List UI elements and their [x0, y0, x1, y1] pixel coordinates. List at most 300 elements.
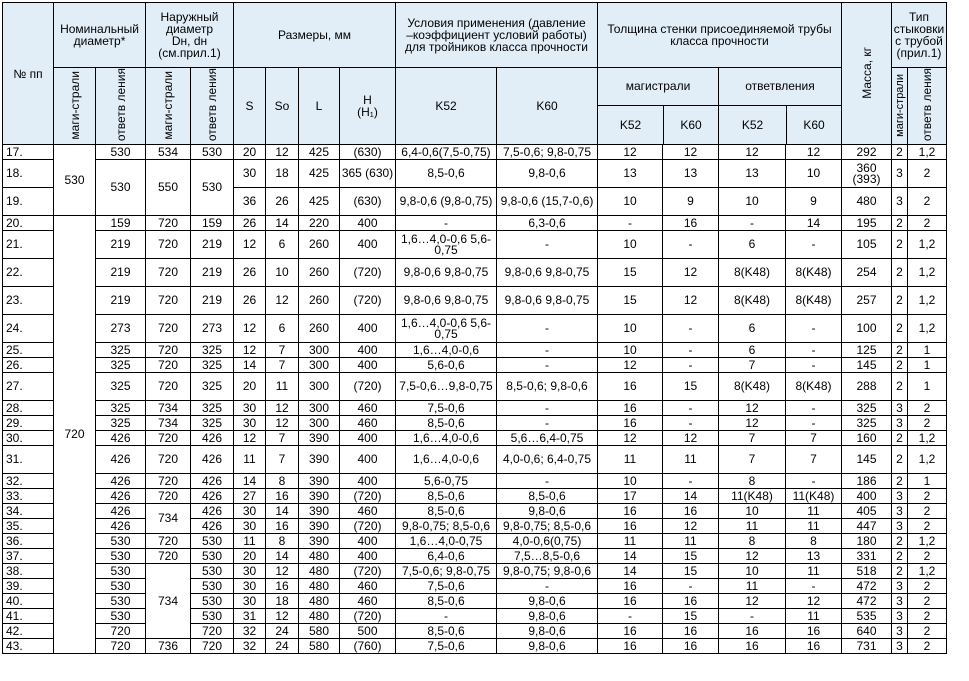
- table-cell: 720: [146, 489, 191, 504]
- table-cell: 16: [719, 639, 786, 654]
- table-cell: -: [786, 358, 842, 373]
- table-cell: -: [786, 231, 842, 259]
- table-cell: 30: [234, 401, 266, 416]
- table-row: [3, 534, 947, 549]
- header-cond-k60: K60: [497, 68, 598, 145]
- table-cell: 13: [719, 160, 786, 188]
- table-cell: 24.: [3, 315, 54, 343]
- table-cell: 426: [96, 519, 146, 534]
- table-cell: 4,0-0,6(0,75): [497, 534, 598, 549]
- table-cell: 11(K48): [719, 489, 786, 504]
- header-wall-thickness: Толщина стенки присоединяемой трубы класса прочности: [598, 3, 842, 68]
- table-cell: 36: [234, 188, 266, 216]
- table-cell: 325: [191, 401, 234, 416]
- table-cell: 14: [266, 504, 299, 519]
- table-cell: 1,2: [908, 564, 947, 579]
- table-cell: 720: [146, 216, 191, 231]
- table-cell: 400: [842, 489, 892, 504]
- table-cell: 8(K48): [786, 287, 842, 315]
- table-cell: -: [786, 401, 842, 416]
- table-cell: 12: [719, 549, 786, 564]
- table-cell: 159: [96, 216, 146, 231]
- table-cell: 7: [266, 431, 299, 446]
- table-cell: 720: [191, 639, 234, 654]
- table-cell: 13: [663, 160, 719, 188]
- table-cell: 6,4-0,6: [396, 549, 497, 564]
- table-cell: 260: [299, 287, 340, 315]
- table-cell: 400: [340, 534, 396, 549]
- table-cell: 186: [842, 474, 892, 489]
- table-cell: 8: [266, 474, 299, 489]
- table-cell: 460: [340, 416, 396, 431]
- header-nominal-main: маги-страли: [54, 68, 96, 145]
- table-cell: 480: [299, 609, 340, 624]
- table-cell: 5,6-0,75: [396, 474, 497, 489]
- table-cell: 400: [340, 216, 396, 231]
- table-cell: 400: [340, 431, 396, 446]
- table-cell: 12: [234, 431, 266, 446]
- table-cell: 9,8-0,75; 9,8-0,6: [497, 564, 598, 579]
- table-cell: 12: [663, 431, 719, 446]
- table-cell: 12: [266, 564, 299, 579]
- table-cell: 14: [786, 216, 842, 231]
- table-cell: 16: [719, 624, 786, 639]
- table-cell: 257: [842, 287, 892, 315]
- table-cell: 2: [892, 358, 908, 373]
- merged-cell: 734: [146, 564, 191, 639]
- table-cell: 11: [786, 519, 842, 534]
- table-cell: 1,6…4,0-0,6: [396, 343, 497, 358]
- table-cell: 10: [598, 315, 663, 343]
- table-cell: 31: [234, 609, 266, 624]
- table-cell: 4,0-0,6; 6,4-0,75: [497, 446, 598, 474]
- table-cell: 14: [663, 489, 719, 504]
- table-row: [3, 231, 947, 259]
- table-cell: 180: [842, 534, 892, 549]
- table-row: [3, 446, 947, 474]
- table-cell: 30: [234, 416, 266, 431]
- table-cell: 472: [842, 579, 892, 594]
- table-cell: 426: [191, 474, 234, 489]
- table-cell: 41.: [3, 609, 54, 624]
- merged-cell: 734: [146, 504, 191, 534]
- table-cell: 36.: [3, 534, 54, 549]
- table-cell: 300: [299, 358, 340, 373]
- table-cell: 10: [719, 504, 786, 519]
- table-cell: 8: [719, 474, 786, 489]
- table-cell: -: [786, 315, 842, 343]
- header-outer-diameter: Наружный диаметр Dн, dн (см.прил.1): [146, 3, 234, 68]
- table-cell: 9,8-0,6 (15,7-0,6): [497, 188, 598, 216]
- table-cell: 480: [842, 188, 892, 216]
- table-cell: (720): [340, 519, 396, 534]
- table-cell: 2: [892, 216, 908, 231]
- table-cell: 20: [234, 145, 266, 160]
- table-cell: 20.: [3, 216, 54, 231]
- table-cell: 5,6-0,6: [396, 358, 497, 373]
- table-cell: 219: [191, 259, 234, 287]
- table-cell: 400: [340, 549, 396, 564]
- header-outer-branch: ответв ления: [191, 68, 234, 145]
- table-cell: 27.: [3, 373, 54, 401]
- table-cell: 3: [892, 401, 908, 416]
- table-row: [3, 609, 947, 624]
- table-cell: 580: [299, 639, 340, 654]
- table-cell: 8,5-0,6; 9,8-0,6: [497, 373, 598, 401]
- table-cell: 460: [340, 594, 396, 609]
- table-cell: 219: [191, 231, 234, 259]
- table-cell: 12: [266, 145, 299, 160]
- table-cell: 12: [719, 401, 786, 416]
- table-cell: -: [396, 609, 497, 624]
- table-row: [3, 624, 947, 639]
- table-cell: 2: [892, 474, 908, 489]
- table-cell: 720: [191, 624, 234, 639]
- table-cell: 30.: [3, 431, 54, 446]
- table-cell: 31.: [3, 446, 54, 474]
- table-cell: 3: [892, 639, 908, 654]
- table-cell: 405: [842, 504, 892, 519]
- table-cell: 11: [663, 534, 719, 549]
- table-cell: 480: [299, 594, 340, 609]
- table-cell: 460: [340, 401, 396, 416]
- table-cell: -: [598, 609, 663, 624]
- table-cell: 3: [892, 519, 908, 534]
- table-cell: 6: [266, 231, 299, 259]
- table-cell: 530: [96, 549, 146, 564]
- table-cell: 30: [234, 579, 266, 594]
- table-cell: 720: [146, 431, 191, 446]
- table-row: [3, 519, 947, 534]
- table-cell: 2: [908, 401, 947, 416]
- table-cell: 12: [266, 401, 299, 416]
- table-cell: -: [719, 609, 786, 624]
- table-cell: 1,2: [908, 145, 947, 160]
- table-cell: 2: [892, 145, 908, 160]
- table-cell: 2: [892, 534, 908, 549]
- table-cell: 30: [234, 160, 266, 188]
- table-cell: 7: [266, 358, 299, 373]
- table-cell: 14: [598, 564, 663, 579]
- table-cell: 6: [719, 315, 786, 343]
- table-cell: 16: [266, 489, 299, 504]
- table-cell: 2: [892, 259, 908, 287]
- table-cell: 34.: [3, 504, 54, 519]
- table-cell: 260: [299, 315, 340, 343]
- table-cell: 15: [663, 549, 719, 564]
- table-cell: 325: [191, 373, 234, 401]
- table-cell: -: [663, 343, 719, 358]
- table-cell: 12: [786, 594, 842, 609]
- table-cell: 10: [598, 474, 663, 489]
- table-cell: 16: [598, 594, 663, 609]
- header-wall-branch: ответвления K52 K60: [719, 68, 842, 145]
- table-row: [3, 489, 947, 504]
- table-cell: 2: [908, 519, 947, 534]
- table-cell: 3: [892, 504, 908, 519]
- table-cell: 9,8-0,6: [497, 160, 598, 188]
- table-cell: 365 (630): [340, 160, 396, 188]
- table-cell: 472: [842, 594, 892, 609]
- table-cell: -: [497, 231, 598, 259]
- table-cell: 331: [842, 549, 892, 564]
- table-cell: 7: [266, 343, 299, 358]
- table-cell: 325: [842, 416, 892, 431]
- table-cell: 2: [892, 343, 908, 358]
- table-cell: 390: [299, 519, 340, 534]
- table-cell: 8: [786, 534, 842, 549]
- table-cell: 8,5-0,6: [396, 504, 497, 519]
- table-cell: 7: [719, 446, 786, 474]
- table-cell: 720: [146, 373, 191, 401]
- table-cell: 30: [234, 504, 266, 519]
- table-cell: 14: [234, 358, 266, 373]
- table-cell: 1,2: [908, 315, 947, 343]
- table-cell: 7: [786, 431, 842, 446]
- table-cell: 16: [598, 519, 663, 534]
- table-cell: 9: [786, 188, 842, 216]
- table-row: [3, 431, 947, 446]
- table-cell: 14: [266, 549, 299, 564]
- table-cell: (760): [340, 639, 396, 654]
- table-cell: -: [663, 231, 719, 259]
- table-cell: 18.: [3, 160, 54, 188]
- table-cell: 325: [96, 373, 146, 401]
- table-cell: 2: [892, 549, 908, 564]
- table-cell: 12: [266, 287, 299, 315]
- table-cell: 325: [191, 358, 234, 373]
- table-cell: 9,8-0,6 9,8-0,75: [497, 287, 598, 315]
- table-cell: 12: [598, 145, 663, 160]
- table-cell: (720): [340, 373, 396, 401]
- table-cell: 425: [299, 160, 340, 188]
- table-row: [3, 287, 947, 315]
- table-cell: 15: [663, 609, 719, 624]
- table-cell: 2: [908, 639, 947, 654]
- table-cell: 360 (393): [842, 160, 892, 188]
- table-cell: 9,8-0,6: [497, 639, 598, 654]
- table-cell: 1,2: [908, 446, 947, 474]
- table-cell: 425: [299, 145, 340, 160]
- table-cell: 32: [234, 624, 266, 639]
- table-cell: 530: [96, 145, 146, 160]
- table-cell: 426: [96, 474, 146, 489]
- table-cell: 159: [191, 216, 234, 231]
- table-cell: 426: [96, 489, 146, 504]
- table-cell: 3: [892, 594, 908, 609]
- table-cell: 2: [908, 188, 947, 216]
- table-cell: 10: [266, 259, 299, 287]
- table-cell: 1,6…4,0-0,6: [396, 446, 497, 474]
- header-joint-main: маги-страли: [892, 68, 908, 145]
- header-nominal-branch: ответв ления: [96, 68, 146, 145]
- table-cell: 26: [234, 287, 266, 315]
- table-cell: 16: [598, 504, 663, 519]
- header-outer-main: маги-страли: [146, 68, 191, 145]
- table-cell: 18: [266, 594, 299, 609]
- table-cell: 8,5-0,6: [497, 489, 598, 504]
- table-cell: 1,6…4,0-0,6 5,6-0,75: [396, 231, 497, 259]
- table-cell: 530: [191, 609, 234, 624]
- table-cell: 10: [598, 231, 663, 259]
- table-row: [3, 504, 947, 519]
- table-cell: 11(K48): [786, 489, 842, 504]
- table-cell: 254: [842, 259, 892, 287]
- table-cell: 220: [299, 216, 340, 231]
- table-cell: 1: [908, 474, 947, 489]
- table-cell: 43.: [3, 639, 54, 654]
- table-cell: 2: [908, 594, 947, 609]
- table-cell: 42.: [3, 624, 54, 639]
- table-cell: 27: [234, 489, 266, 504]
- table-cell: 26: [234, 216, 266, 231]
- table-cell: 12: [663, 287, 719, 315]
- table-cell: 12: [234, 315, 266, 343]
- table-cell: 530: [96, 534, 146, 549]
- table-cell: -: [598, 216, 663, 231]
- table-cell: 20: [234, 373, 266, 401]
- table-cell: -: [663, 416, 719, 431]
- table-cell: 400: [340, 231, 396, 259]
- table-cell: 530: [96, 579, 146, 594]
- table-cell: 35.: [3, 519, 54, 534]
- table-cell: 12: [234, 231, 266, 259]
- table-cell: 273: [96, 315, 146, 343]
- table-cell: 6: [719, 231, 786, 259]
- table-cell: 19.: [3, 188, 54, 216]
- table-cell: 720: [146, 259, 191, 287]
- table-cell: 720: [146, 343, 191, 358]
- table-cell: 13: [598, 160, 663, 188]
- table-cell: 40.: [3, 594, 54, 609]
- table-cell: 2: [908, 579, 947, 594]
- table-cell: 18: [266, 160, 299, 188]
- table-cell: (720): [340, 609, 396, 624]
- table-cell: 12: [598, 431, 663, 446]
- table-cell: 720: [146, 549, 191, 564]
- table-cell: 6: [266, 315, 299, 343]
- table-cell: 325: [191, 416, 234, 431]
- table-cell: 23.: [3, 287, 54, 315]
- table-cell: 16: [598, 579, 663, 594]
- table-cell: 32.: [3, 474, 54, 489]
- header-conditions: Условия применения (давление –коэффициент условий работы) для тройников класса прочности: [396, 3, 598, 68]
- table-cell: 16: [266, 519, 299, 534]
- table-cell: 24: [266, 624, 299, 639]
- table-cell: 530: [96, 594, 146, 609]
- header-dimensions: Размеры, мм: [234, 3, 396, 68]
- table-cell: 17.: [3, 145, 54, 160]
- table-cell: 720: [146, 446, 191, 474]
- table-cell: 2: [908, 504, 947, 519]
- table-cell: 11: [234, 534, 266, 549]
- table-cell: 11: [786, 609, 842, 624]
- table-cell: 2: [908, 489, 947, 504]
- table-cell: 39.: [3, 579, 54, 594]
- table-cell: 32: [234, 639, 266, 654]
- table-cell: -: [663, 358, 719, 373]
- table-cell: 535: [842, 609, 892, 624]
- table-cell: 530: [96, 609, 146, 624]
- table-cell: 480: [299, 579, 340, 594]
- table-cell: 2: [908, 549, 947, 564]
- table-cell: 219: [96, 231, 146, 259]
- table-cell: 325: [842, 401, 892, 416]
- table-cell: 5,6…6,4-0,75: [497, 431, 598, 446]
- table-cell: 273: [191, 315, 234, 343]
- table-cell: 14: [234, 474, 266, 489]
- table-cell: 9: [663, 188, 719, 216]
- table-cell: 21.: [3, 231, 54, 259]
- table-cell: 2: [908, 609, 947, 624]
- table-cell: 12: [719, 416, 786, 431]
- table-cell: 400: [340, 358, 396, 373]
- table-cell: 26.: [3, 358, 54, 373]
- table-cell: 2: [892, 315, 908, 343]
- header-s: S: [234, 68, 266, 145]
- table-cell: 426: [191, 431, 234, 446]
- table-cell: 260: [299, 259, 340, 287]
- table-cell: 8,5-0,6: [396, 594, 497, 609]
- table-cell: 390: [299, 446, 340, 474]
- table-cell: 3: [892, 188, 908, 216]
- table-cell: 8: [266, 534, 299, 549]
- table-cell: -: [497, 343, 598, 358]
- table-cell: 16: [663, 639, 719, 654]
- table-cell: 11: [266, 373, 299, 401]
- table-cell: 11: [719, 519, 786, 534]
- table-cell: -: [497, 474, 598, 489]
- table-body: [3, 145, 947, 654]
- table-row: [3, 416, 947, 431]
- table-cell: 14: [598, 549, 663, 564]
- table-cell: -: [663, 474, 719, 489]
- table-cell: -: [786, 579, 842, 594]
- table-cell: -: [786, 416, 842, 431]
- table-cell: 3: [892, 624, 908, 639]
- table-cell: 6,3-0,6: [497, 216, 598, 231]
- table-cell: 530: [191, 145, 234, 160]
- table-cell: 195: [842, 216, 892, 231]
- table-cell: 28.: [3, 401, 54, 416]
- table-cell: 219: [96, 287, 146, 315]
- header-mass: Масса, кг: [842, 3, 892, 145]
- table-cell: 7,5…8,5-0,6: [497, 549, 598, 564]
- table-cell: 1,6…4,0-0,6: [396, 431, 497, 446]
- table-cell: 15: [663, 373, 719, 401]
- table-row: [3, 145, 947, 160]
- table-cell: 480: [299, 564, 340, 579]
- table-row: [3, 160, 947, 188]
- table-cell: 530: [191, 564, 234, 579]
- table-cell: 1: [908, 358, 947, 373]
- table-cell: 2: [892, 287, 908, 315]
- table-cell: 734: [146, 401, 191, 416]
- table-cell: 530: [96, 160, 146, 216]
- table-cell: 16: [786, 639, 842, 654]
- header-wall-main: магистрали K52 K60: [598, 68, 719, 145]
- table-row: [3, 594, 947, 609]
- table-cell: 30: [234, 594, 266, 609]
- table-cell: 2: [892, 431, 908, 446]
- table-cell: 26: [234, 259, 266, 287]
- table-cell: 400: [340, 446, 396, 474]
- header-cond-k52: K52: [396, 68, 497, 145]
- table-cell: 7,5-0,6: [396, 579, 497, 594]
- table-cell: -: [786, 343, 842, 358]
- table-cell: 33.: [3, 489, 54, 504]
- table-cell: 16: [663, 216, 719, 231]
